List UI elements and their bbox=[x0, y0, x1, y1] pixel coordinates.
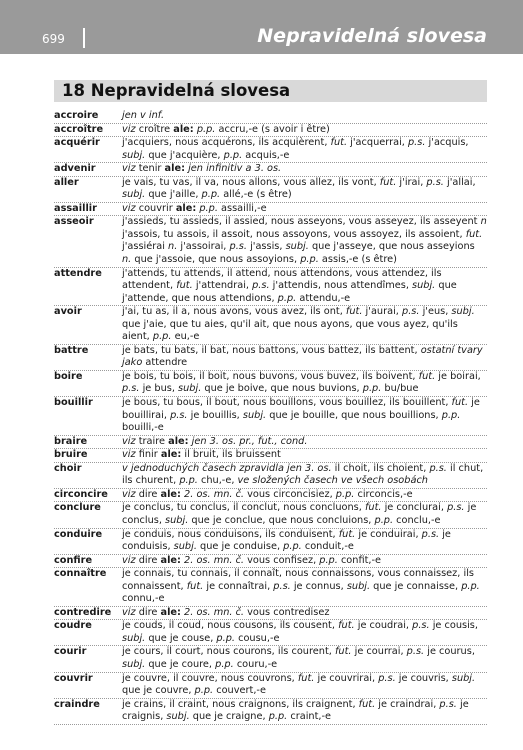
verb-form-text: je conclus, bbox=[122, 502, 477, 526]
verb-form-text: p.s. bbox=[426, 176, 444, 188]
verb-headword: courir bbox=[54, 646, 87, 658]
verb-form-text: que je conclue, que nous concluions, bbox=[188, 514, 375, 526]
verb-form-text: ale: bbox=[160, 606, 181, 618]
verb-form-text: vous contredisez bbox=[244, 606, 330, 618]
verb-forms bbox=[122, 124, 487, 137]
verb-form-text: tenir bbox=[135, 163, 165, 175]
verb-headword: boire bbox=[54, 370, 83, 382]
verb-entry bbox=[54, 397, 487, 436]
verb-forms bbox=[122, 306, 487, 344]
verb-headword: conclure bbox=[54, 502, 101, 514]
verb-form-text: viz bbox=[122, 449, 136, 461]
verb-form-text: je connaîtrai, bbox=[203, 580, 274, 592]
verb-headword: contredire bbox=[54, 606, 112, 618]
verb-form-text: que j'aie, que tu aies, qu'il ait, que nous ayons, que vous ayez, qu'ils aient, bbox=[122, 318, 458, 343]
verb-entry bbox=[54, 345, 487, 371]
verb-form-text: viz bbox=[122, 606, 136, 618]
verb-entry bbox=[54, 449, 487, 463]
verb-headword: accroître bbox=[54, 123, 104, 135]
verb-entry bbox=[54, 463, 487, 489]
verb-entry bbox=[54, 110, 487, 124]
verb-form-text: je conclus, tu conclus, il conclut, nous concluons, bbox=[122, 502, 365, 514]
verb-form-text: il choit, ils choient, bbox=[331, 462, 430, 474]
verb-forms bbox=[122, 502, 487, 527]
verb-form-text: vous circoncisiez, bbox=[244, 488, 336, 500]
verb-form-text: ale: bbox=[160, 488, 181, 500]
verb-form-text: subj. bbox=[285, 241, 309, 253]
verb-form-text: je conduisis, bbox=[122, 528, 451, 553]
verb-form-text: subj. bbox=[166, 711, 190, 723]
verb-forms bbox=[122, 203, 487, 216]
verb-form-text: fut. bbox=[418, 370, 436, 382]
verb-form-text: je craindrai, bbox=[375, 698, 440, 710]
verb-forms bbox=[122, 345, 487, 370]
verb-form-text: que j'acquière, bbox=[145, 149, 224, 161]
verb-form-text: viz bbox=[122, 202, 136, 214]
verb-form-text: je bois, tu bois, il boit, nous buvons, vous buvez, ils boivent, bbox=[122, 370, 419, 382]
verb-forms bbox=[122, 529, 487, 554]
verb-form-text: j'assieds, tu assieds, il assied, nous asseyons, vous asseyez, ils asseyent bbox=[122, 216, 481, 228]
verb-forms bbox=[122, 110, 487, 123]
verb-form-text: subj. bbox=[122, 658, 146, 670]
verb-form-text: j'attendrai, bbox=[192, 280, 253, 292]
verb-form-text: j'acquis, bbox=[425, 137, 469, 149]
verb-form-text: il chut, ils churent, bbox=[122, 462, 484, 487]
verb-form-text: subj. bbox=[451, 306, 475, 318]
verb-form-text: p.s. bbox=[402, 306, 420, 318]
verb-form-text: attendu,-e bbox=[296, 292, 351, 304]
verb-form-text: subj. bbox=[242, 409, 267, 421]
verb-form-text: circoncis,-e bbox=[354, 488, 413, 500]
verb-form-text: j'irai, bbox=[396, 176, 427, 188]
verb-headword: assaillir bbox=[54, 202, 97, 214]
verb-headword: aller bbox=[54, 176, 79, 188]
verb-forms bbox=[122, 646, 487, 671]
verb-form-text: p.p. bbox=[319, 554, 338, 566]
verb-form-text: eu,-e bbox=[171, 331, 200, 343]
verb-entry bbox=[54, 620, 487, 646]
verb-forms bbox=[122, 436, 487, 449]
verb-form-text: que je connaisse, bbox=[370, 580, 462, 592]
verb-form-text: fut. bbox=[186, 580, 204, 592]
verb-form-text: bouilli,-e bbox=[122, 422, 164, 434]
verb-forms bbox=[122, 268, 487, 306]
verb-form-text: j'assis, bbox=[246, 241, 286, 253]
verb-form-text: couru,-e bbox=[233, 658, 278, 670]
verb-form-text: p.s. bbox=[429, 462, 447, 474]
verb-entry bbox=[54, 699, 487, 725]
verb-forms bbox=[122, 137, 487, 162]
verb-entry bbox=[54, 646, 487, 672]
verb-entry bbox=[54, 607, 487, 621]
verb-form-text: dire bbox=[135, 554, 161, 566]
verb-form-text: il bruit, ils bruissent bbox=[181, 449, 281, 461]
verb-form-text: p.p. bbox=[194, 685, 214, 697]
verb-form-text: je couvre, il couvre, nous couvrons, bbox=[122, 672, 298, 684]
verb-headword: avoir bbox=[54, 306, 82, 318]
verb-form-text: j'assois, tu assois, il assoit, nous assoyons, vous assoyez, ils assoient, bbox=[122, 228, 466, 240]
verb-form-text: p.p. bbox=[152, 331, 172, 343]
verb-headword: acquérir bbox=[54, 137, 100, 149]
verb-form-text: subj. bbox=[451, 672, 476, 684]
verb-form-text: je cousis, bbox=[429, 620, 478, 632]
verb-form-text: p.s. bbox=[252, 280, 270, 292]
verb-form-text: je conduirai, bbox=[355, 528, 422, 540]
verb-forms bbox=[122, 489, 487, 502]
verb-form-text: je vais, tu vas, il va, nous allons, vous allez, ils vont, bbox=[122, 176, 380, 188]
verb-form-text: subj. bbox=[178, 383, 202, 395]
verb-form-text: jen v inf. bbox=[122, 110, 165, 121]
verb-form-text: p.s. bbox=[421, 528, 440, 540]
verb-headword: advenir bbox=[54, 163, 96, 175]
verb-form-text: je bus, bbox=[139, 383, 179, 395]
verb-forms bbox=[122, 463, 487, 488]
verb-entry bbox=[54, 489, 487, 503]
verb-form-text: connu,-e bbox=[122, 593, 165, 605]
verb-form-text: p.s. bbox=[447, 502, 465, 514]
verb-forms bbox=[122, 607, 487, 620]
verb-form-text: p.p. bbox=[461, 580, 480, 592]
verb-form-text: je bouillis, bbox=[187, 409, 243, 421]
verb-form-text: j'acquiers, nous acquérons, ils acquièrent, bbox=[122, 137, 331, 149]
verb-form-text: subj. bbox=[346, 580, 371, 592]
verb-forms bbox=[122, 449, 487, 462]
verb-form-text: je conduis, nous conduisons, ils conduisent, bbox=[122, 528, 339, 540]
verb-form-text: p.s. bbox=[407, 137, 426, 149]
verb-form-text: je connus, bbox=[290, 580, 347, 592]
verb-headword: conduire bbox=[54, 528, 103, 540]
verb-entry bbox=[54, 306, 487, 345]
verb-form-text: p.p. bbox=[199, 202, 218, 214]
verb-headword: bouillir bbox=[54, 397, 93, 409]
verb-headword: choir bbox=[54, 462, 82, 474]
verb-forms bbox=[122, 397, 487, 435]
verb-form-text: p.s. bbox=[412, 620, 430, 632]
verb-form-text: que j'attende, que nous attendions, bbox=[122, 280, 457, 304]
verb-form-text: je coudrai, bbox=[354, 620, 413, 632]
verb-form-text: fut. bbox=[176, 280, 193, 292]
verb-headword: circoncire bbox=[54, 488, 108, 500]
verb-form-text: fut. bbox=[338, 620, 355, 632]
verb-form-text: je courus, bbox=[424, 646, 475, 658]
verb-form-text: viz bbox=[122, 435, 136, 447]
verb-form-text: vous confisez, bbox=[244, 554, 320, 566]
verb-form-text: p.p. bbox=[215, 658, 234, 670]
verb-form-text: fut. bbox=[345, 306, 363, 318]
verb-form-text: p.p. bbox=[196, 123, 216, 135]
verb-form-text: p.s. bbox=[273, 580, 291, 592]
verb-form-text: dire bbox=[135, 488, 161, 500]
verb-form-text: subj. bbox=[122, 632, 146, 644]
verb-form-text: j'assiérai bbox=[122, 241, 169, 253]
verb-form-text: 2. os. mn. č. bbox=[184, 606, 245, 618]
verb-entry bbox=[54, 371, 487, 397]
verb-form-text: couvert,-e bbox=[213, 685, 266, 697]
verb-entry bbox=[54, 124, 487, 138]
verb-form-text: j'ai, tu as, il a, nous avons, vous avez, ils ont, bbox=[122, 306, 346, 318]
verb-forms bbox=[122, 699, 487, 724]
verb-entry bbox=[54, 163, 487, 177]
verb-form-text: je bats, tu bats, il bat, nous battons, vous battez, ils battent, bbox=[122, 344, 421, 356]
verb-form-text: accru,-e (s avoir i être) bbox=[215, 123, 330, 135]
verb-form-text: p.p. bbox=[335, 488, 355, 500]
verb-forms bbox=[122, 216, 487, 266]
verb-form-text: que je conduise, bbox=[196, 541, 284, 553]
verb-entry bbox=[54, 137, 487, 163]
verb-forms bbox=[122, 620, 487, 645]
verb-form-text: 2. os. mn. č. bbox=[184, 488, 245, 500]
verb-form-text: que j'aille, bbox=[145, 189, 202, 201]
verb-form-text: je bouillirai, bbox=[122, 397, 480, 421]
verb-form-text: ale: bbox=[173, 123, 194, 135]
verb-form-text: je boirai, bbox=[435, 370, 481, 382]
verb-form-text: p.p. bbox=[362, 383, 382, 395]
verb-form-text: subj. bbox=[122, 189, 146, 201]
verb-form-text: que j'assoie, que nous assoyions, bbox=[131, 254, 301, 266]
verb-headword: attendre bbox=[54, 267, 102, 279]
verb-headword: couvrir bbox=[54, 672, 93, 684]
verb-form-text: que je craigne, bbox=[189, 711, 269, 723]
verb-form-text: fut. bbox=[379, 176, 397, 188]
verb-form-text: je couvrirai, bbox=[314, 672, 379, 684]
verb-entry bbox=[54, 216, 487, 267]
running-title: Nepravidelná slovesa bbox=[257, 25, 487, 47]
verb-form-text: assailli,-e bbox=[217, 202, 267, 214]
verb-form-text: que je bouille, que nous bouillions, bbox=[266, 409, 442, 421]
verb-form-text: assis,-e (s être) bbox=[318, 254, 397, 266]
verb-form-text: subj. bbox=[165, 514, 189, 526]
verb-headword: braire bbox=[54, 435, 88, 447]
verb-form-text: p.s. bbox=[170, 409, 188, 421]
verb-form-text: je crains, il craint, nous craignons, ils craignent, bbox=[122, 698, 359, 710]
verb-form-text: je courrai, bbox=[351, 646, 407, 658]
verb-forms bbox=[122, 371, 487, 396]
verb-form-text: j'assoirai, bbox=[177, 241, 230, 253]
verb-form-text: que j'asseye, que nous asseyions bbox=[308, 241, 475, 253]
verb-form-text: jen infinitiv a 3. os. bbox=[188, 163, 282, 175]
verb-form-text: couvrir bbox=[135, 202, 176, 214]
verb-forms bbox=[122, 163, 487, 176]
verb-forms bbox=[122, 673, 487, 698]
verb-headword: craindre bbox=[54, 698, 100, 710]
verb-form-text: je cours, il court, nous courons, ils courent, bbox=[122, 646, 335, 658]
verb-entry bbox=[54, 268, 487, 307]
verb-headword: bruire bbox=[54, 449, 88, 461]
verb-form-text: attendre bbox=[142, 357, 188, 369]
verb-form-text: je bous, tu bous, il bout, nous bouillons, vous bouillez, ils bouillent, bbox=[122, 397, 452, 409]
verb-form-text: v jednoduchých časech zpravidla jen 3. os. bbox=[122, 462, 332, 474]
verb-form-text: ale: bbox=[160, 449, 182, 461]
verb-form-text: que je coure, bbox=[145, 658, 216, 670]
verb-form-text: allé,-e (s être) bbox=[220, 189, 292, 201]
verb-form-text: bu/bue bbox=[381, 383, 419, 395]
header-divider bbox=[83, 28, 85, 48]
verb-form-text: p.s. bbox=[122, 383, 140, 395]
verb-form-text: acquis,-e bbox=[242, 149, 290, 161]
verb-form-text: p.p. bbox=[216, 632, 235, 644]
verb-form-text: fut. bbox=[334, 646, 352, 658]
verb-form-text: ostatní tvary jako bbox=[122, 344, 483, 369]
verb-form-text: jen 3. os. pr., fut., cond. bbox=[191, 435, 308, 447]
verb-form-text: viz bbox=[122, 488, 136, 500]
verb-entry bbox=[54, 203, 487, 217]
verb-form-text: conclu,-e bbox=[393, 514, 441, 526]
verb-headword: asseoir bbox=[54, 216, 94, 228]
verb-headword: confire bbox=[54, 554, 93, 566]
verb-form-text: p.s. bbox=[439, 698, 457, 710]
verb-form-text: je connais, tu connais, il connaît, nous connaissons, vous connaissez, ils connaissent, bbox=[122, 568, 474, 592]
verb-form-text: fut. bbox=[364, 502, 382, 514]
verb-form-text: p.s. bbox=[229, 241, 247, 253]
verb-entry bbox=[54, 436, 487, 450]
verb-form-text: cousu,-e bbox=[235, 632, 280, 644]
verb-form-text: p.s. bbox=[378, 672, 396, 684]
verb-forms bbox=[122, 177, 487, 202]
verb-form-text: que je couse, bbox=[145, 632, 217, 644]
verb-form-text: subj. bbox=[173, 541, 197, 553]
verb-form-text: conduit,-e bbox=[301, 541, 354, 553]
chapter-title: 18 Nepravidelná slovesa bbox=[62, 81, 291, 100]
verb-headword: connaître bbox=[54, 568, 107, 580]
verb-form-text: subj. bbox=[122, 149, 146, 161]
verb-form-text: j'attends, tu attends, il attend, nous attendons, vous attendez, ils attendent, bbox=[122, 267, 442, 292]
verb-form-text: je craignis, bbox=[122, 698, 469, 723]
verb-form-text: ale: bbox=[160, 554, 181, 566]
verb-form-text: fut. bbox=[465, 228, 483, 240]
verb-list bbox=[54, 110, 487, 725]
verb-form-text: ve složených časech ve všech osobách bbox=[237, 475, 428, 487]
verb-entry bbox=[54, 555, 487, 569]
verb-headword: battre bbox=[54, 344, 89, 356]
verb-form-text: p.p. bbox=[179, 475, 198, 487]
verb-form-text: fut. bbox=[451, 397, 469, 409]
verb-form-text: viz bbox=[122, 123, 136, 135]
verb-form-text: n. bbox=[168, 241, 178, 253]
verb-entry bbox=[54, 673, 487, 699]
verb-form-text: j'aurai, bbox=[362, 306, 402, 318]
verb-form-text: fut. bbox=[338, 528, 356, 540]
verb-form-text: traire bbox=[135, 435, 169, 447]
verb-form-text: que je boive, que nous buvions, bbox=[201, 383, 363, 395]
verb-form-text: ale: bbox=[175, 202, 197, 214]
verb-form-text: p.p. bbox=[268, 711, 288, 723]
verb-form-text: p.p. bbox=[300, 254, 319, 266]
verb-entry bbox=[54, 529, 487, 555]
verb-form-text: subj. bbox=[412, 280, 436, 292]
verb-entry bbox=[54, 568, 487, 607]
verb-form-text: chu,-e, bbox=[197, 475, 238, 487]
verb-form-text: fut. bbox=[297, 672, 315, 684]
verb-entry bbox=[54, 502, 487, 528]
verb-entry bbox=[54, 177, 487, 203]
verb-form-text: p.s. bbox=[406, 646, 425, 658]
verb-headword: coudre bbox=[54, 620, 92, 632]
verb-form-text: craint,-e bbox=[287, 711, 332, 723]
verb-form-text: je conclurai, bbox=[381, 502, 448, 514]
verb-form-text: p.p. bbox=[223, 149, 243, 161]
verb-forms bbox=[122, 568, 487, 606]
verb-form-text: je couds, il coud, nous cousons, ils cousent, bbox=[122, 620, 339, 632]
verb-form-text: viz bbox=[122, 554, 136, 566]
verb-form-text: que je couvre, bbox=[122, 685, 195, 697]
verb-form-text: p.p. bbox=[277, 292, 297, 304]
verb-form-text: p.p. bbox=[283, 541, 302, 553]
verb-headword: accroire bbox=[54, 110, 99, 121]
verb-form-text: p.p. bbox=[201, 189, 221, 201]
verb-form-text: dire bbox=[135, 606, 161, 618]
verb-form-text: p.p. bbox=[374, 514, 394, 526]
verb-form-text: confit,-e bbox=[337, 554, 382, 566]
verb-form-text: j'eus, bbox=[419, 306, 452, 318]
verb-form-text: croître bbox=[135, 123, 174, 135]
verb-form-text: je couvris, bbox=[395, 672, 452, 684]
verb-form-text: 2. os. mn. č. bbox=[184, 554, 245, 566]
verb-form-text: p.p. bbox=[441, 409, 461, 421]
page-number: 699 bbox=[42, 32, 65, 46]
verb-forms bbox=[122, 555, 487, 568]
verb-form-text: j'acquerrai, bbox=[347, 137, 408, 149]
verb-form-text: ale: bbox=[164, 163, 185, 175]
verb-form-text: j'allai, bbox=[443, 176, 476, 188]
verb-form-text: n. bbox=[122, 254, 132, 266]
verb-form-text: finir bbox=[135, 449, 161, 461]
verb-form-text: j'attendis, nous attendîmes, bbox=[269, 280, 413, 292]
verb-form-text: viz bbox=[122, 163, 136, 175]
verb-form-text: fut. bbox=[358, 698, 376, 710]
verb-form-text: ale: bbox=[168, 435, 189, 447]
verb-form-text: fut. bbox=[330, 137, 348, 149]
verb-form-text: n bbox=[480, 216, 487, 228]
